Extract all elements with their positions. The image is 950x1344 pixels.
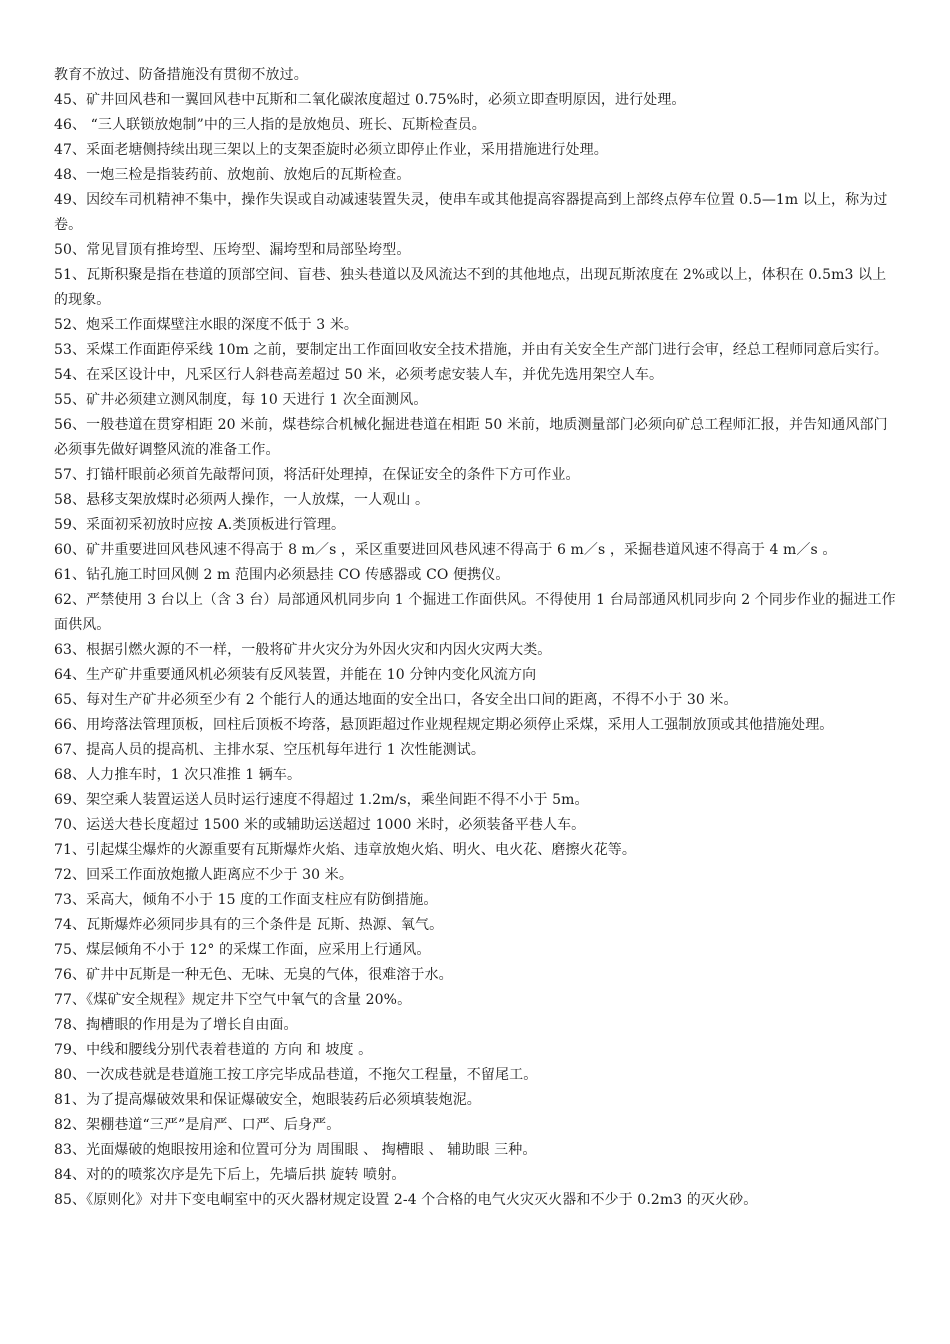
text-paragraph: 60、矿井重要进回风巷风速不得高于 8 m／s ，采区重要进回风巷风速不得高于 6 m／s ，采掘巷道风速不得高于 4 m／s 。 bbox=[54, 542, 837, 558]
text-line: 76、矿井中瓦斯是一种无色、无味、无臭的气体，很难溶于水。 bbox=[54, 967, 453, 983]
text-paragraph: 66、用垮落法管理顶板，回柱后顶板不垮落，悬顶距超过作业规程规定期必须停止采煤，采用人工强制放顶或其他措施处理。 bbox=[54, 717, 834, 733]
text-paragraph: 56、一般巷道在贯穿相距 20 米前，煤巷综合机械化掘进巷道在相距 50 米前，地质测量部门必须向矿总工程师汇报，并告知通风部门必须事先做好调整风流的准备工作。 bbox=[54, 417, 888, 458]
text-paragraph: 62、严禁使用 3 台以上（含 3 台）局部通风机同步向 1 个掘进工作面供风。不得使用 1 台局部通风机同步向 2 个同步作业的掘进工作面供风。 bbox=[54, 592, 896, 633]
text-line: 74、瓦斯爆炸必须同步具有的三个条件是 瓦斯、热源、氧气。 bbox=[54, 917, 444, 933]
text-line: 52、炮采工作面煤壁注水眼的深度不低于 3 米。 bbox=[54, 317, 359, 333]
text-line: 80、一次成巷就是巷道施工按工序完毕成品巷道，不拖欠工程量，不留尾工。 bbox=[54, 1067, 538, 1083]
text-line: 78、掏槽眼的作用是为了增长自由面。 bbox=[54, 1017, 298, 1033]
text-line: 79、中线和腰线分别代表着巷道的 方向 和 坡度 。 bbox=[54, 1042, 373, 1058]
text-line: 58、悬移支架放煤时必须两人操作，一人放煤，一人观山 。 bbox=[54, 492, 430, 508]
text-line: 61、钻孔施工时回风侧 2 m 范围内必须悬挂 CO 传感器或 CO 便携仪。 bbox=[54, 567, 510, 583]
text-line: 57、打锚杆眼前必须首先敲帮问顶，将活矸处理掉，在保证安全的条件下方可作业。 bbox=[54, 467, 580, 483]
text-paragraph: 53、采煤工作面距停采线 10m 之前，要制定出工作面回收安全技术措施，并由有关安全生产部门进行会审，经总工程师同意后实行。 bbox=[54, 342, 889, 358]
text-line: 81、为了提高爆破效果和保证爆破安全，炮眼装药后必须填装炮泥。 bbox=[54, 1092, 481, 1108]
text-line: 教育不放过、防备措施没有贯彻不放过。 bbox=[54, 67, 308, 83]
text-line: 70、运送大巷长度超过 1500 米的或辅助运送超过 1000 米时，必须装备平巷人车。 bbox=[54, 817, 586, 833]
text-paragraph: 49、因绞车司机精神不集中，操作失误或自动减速装置失灵，使串车或其他提高容器提高到上部终点停车位置 0.5—1m 以上，称为过卷。 bbox=[54, 192, 888, 233]
text-line: 77、《煤矿安全规程》规定井下空气中氧气的含量 20%。 bbox=[54, 992, 412, 1008]
text-line: 85、《原则化》对井下变电峒室中的灭火器材规定设置 2-4 个合格的电气火灾灭火器和不少于 0.2m3 的灭火砂。 bbox=[54, 1192, 758, 1208]
text-line: 65、每对生产矿井必须至少有 2 个能行人的通达地面的安全出口，各安全出口间的距离，不得不小于 30 米。 bbox=[54, 692, 738, 708]
text-line: 64、生产矿井重要通风机必须装有反风装置，并能在 10 分钟内变化风流方向 bbox=[54, 667, 537, 683]
text-line: 50、常见冒顶有推垮型、压垮型、漏垮型和局部坠垮型。 bbox=[54, 242, 411, 258]
text-line: 47、采面老塘侧持续出现三架以上的支架歪旋时必须立即停止作业，采用措施进行处理。 bbox=[54, 142, 608, 158]
text-line: 69、架空乘人装置运送人员时运行速度不得超过 1.2m/s，乘坐间距不得不小于 5m。 bbox=[54, 792, 589, 808]
text-line: 83、光面爆破的炮眼按用途和位置可分为 周围眼 、 掏槽眼 、 辅助眼 三种。 bbox=[54, 1142, 537, 1158]
text-line: 73、采高大，倾角不小于 15 度的工作面支柱应有防倒措施。 bbox=[54, 892, 438, 908]
text-line: 46、 “三人联锁放炮制”中的三人指的是放炮员、班长、瓦斯检查员。 bbox=[54, 117, 486, 133]
text-line: 84、对的的喷浆次序是先下后上，先墙后拱 旋转 喷射。 bbox=[54, 1167, 406, 1183]
text-paragraph: 51、瓦斯积聚是指在巷道的顶部空间、盲巷、独头巷道以及风流达不到的其他地点，出现瓦斯浓度在 2%或以上，体积在 0.5m3 以上的现象。 bbox=[54, 267, 887, 308]
text-line: 55、矿井必须建立测风制度，每 10 天进行 1 次全面测风。 bbox=[54, 392, 428, 408]
document-body bbox=[54, 63, 900, 1213]
text-line: 54、在采区设计中，凡采区行人斜巷高差超过 50 米，必须考虑安装人车，并优先选用架空人车。 bbox=[54, 367, 664, 383]
text-line: 67、提高人员的提高机、主排水泵、空压机每年进行 1 次性能测试。 bbox=[54, 742, 485, 758]
text-line: 59、采面初采初放时应按 A.类顶板进行管理。 bbox=[54, 517, 346, 533]
text-line: 68、人力推车时，1 次只准推 1 辆车。 bbox=[54, 767, 302, 783]
text-line: 71、引起煤尘爆炸的火源重要有瓦斯爆炸火焰、违章放炮火焰、明火、电火花、磨擦火花等。 bbox=[54, 842, 637, 858]
text-line: 63、根据引燃火源的不一样，一般将矿井火灾分为外因火灾和内因火灾两大类。 bbox=[54, 642, 552, 658]
text-line: 72、回采工作面放炮撤人距离应不少于 30 米。 bbox=[54, 867, 353, 883]
text-line: 82、架棚巷道“三严”是肩严、口严、后身严。 bbox=[54, 1117, 341, 1133]
text-line: 75、煤层倾角不小于 12° 的采煤工作面，应采用上行通风。 bbox=[54, 942, 431, 958]
text-line: 45、矿井回风巷和一翼回风巷中瓦斯和二氧化碳浓度超过 0.75%时，必须立即查明原因，进行处理。 bbox=[54, 92, 686, 108]
text-line: 48、一炮三检是指装药前、放炮前、放炮后的瓦斯检查。 bbox=[54, 167, 411, 183]
